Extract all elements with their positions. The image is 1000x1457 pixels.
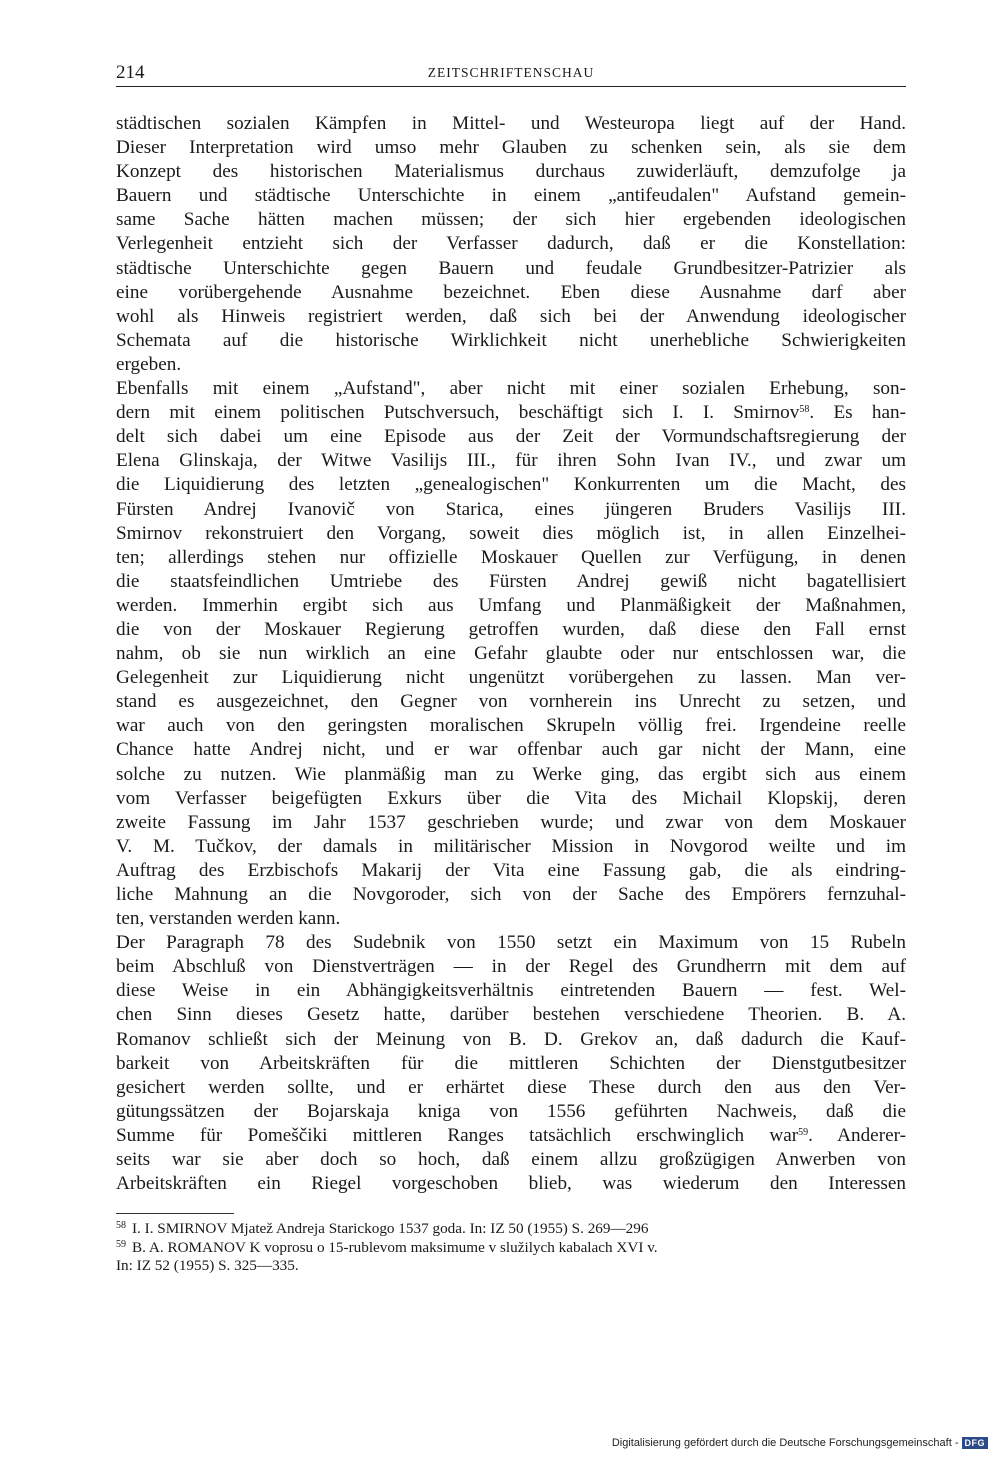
text-line: stand es ausgezeichnet, den Gegner von vornherein ins Unrecht zu setzen, und bbox=[116, 691, 906, 713]
text-line: Elena Glinskaja, der Witwe Vasilijs III., für ihren Sohn Ivan IV., und zwar um bbox=[116, 450, 906, 472]
text-line: Arbeitskräften ein Riegel vorgeschoben blieb, was wiederum den Interessen bbox=[116, 1173, 906, 1195]
text-line: nahm, ob sie nun wirklich an eine Gefahr glaubte oder nur entschlossen war, die bbox=[116, 643, 906, 665]
text-line: Verlegenheit entzieht sich der Verfasser dadurch, daß er die Konstellation: bbox=[116, 233, 906, 255]
text-line: vom Verfasser beigefügten Exkurs über die Vita des Michail Klopskij, deren bbox=[116, 787, 906, 809]
page-number: 214 bbox=[116, 62, 145, 83]
text-line: Romanov schließt sich der Meinung von B. D. Grekov an, daß dadurch die Kauf- bbox=[116, 1028, 906, 1050]
text-line: solche zu nutzen. Wie planmäßig man zu Werke ging, das ergibt sich aus einem bbox=[116, 763, 906, 785]
text-line: Auftrag des Erzbischofs Makarij der Vita eine Fassung gab, die als eindring- bbox=[116, 859, 906, 881]
credit-text: Digitalisierung gefördert durch die Deutsche Forschungsgemeinschaft - bbox=[611, 1437, 959, 1449]
text-line: delt sich dabei um eine Episode aus der Zeit der Vormundschaftsregierung der bbox=[116, 426, 906, 448]
text-line: beim Abschluß von Dienstverträgen — in der Regel des Grundherrn mit dem auf bbox=[116, 956, 906, 978]
text-line-with-footnote-ref bbox=[116, 1124, 906, 1148]
text-line: ten, verstanden werden kann. bbox=[116, 908, 341, 930]
text-line: die von der Moskauer Regierung getroffen wurden, daß diese den Fall ernst bbox=[116, 618, 906, 640]
footnote-divider bbox=[116, 1213, 234, 1214]
text-line: chen Sinn dieses Gesetz hatte, darüber bestehen verschiedene Theorien. B. A. bbox=[116, 1004, 906, 1026]
text-line: same Sache hätten machen müssen; der sich hier ergebenden ideologischen bbox=[116, 209, 906, 231]
text-line: Ebenfalls mit einem „Aufstand", aber nicht mit einer sozialen Erhebung, son- bbox=[116, 378, 906, 400]
footnote-ref: 59 bbox=[798, 1126, 809, 1138]
text-line: Der Paragraph 78 des Sudebnik von 1550 setzt ein Maximum von 15 Rubeln bbox=[116, 932, 906, 954]
text-line-with-footnote-ref bbox=[116, 401, 906, 425]
text-line: die staatsfeindlichen Umtriebe des Fürsten Andrej gewiß nicht bagatellisiert bbox=[116, 570, 906, 592]
footnote-text: I. I. SMIRNOV Mjatež Andreja Starickogo 1537 goda. In: IZ 50 (1955) S. 269—296 bbox=[132, 1220, 649, 1237]
text-segment: . Anderer- bbox=[808, 1124, 906, 1146]
text-line: barkeit von Arbeitskräften für die mittleren Schichten der Dienstgutbesitzer bbox=[116, 1052, 906, 1074]
text-line: Gelegenheit zur Liquidierung nicht ungenützt vorübergehen zu lassen. Man ver- bbox=[116, 667, 906, 689]
text-segment: dern mit einem politischen Putschversuch, beschäftigt sich I. I. Smirnov bbox=[116, 402, 800, 424]
footnote-text: B. A. ROMANOV K voprosu o 15-rublevom maksimume v služilych kabalach XVI v. bbox=[132, 1238, 658, 1256]
text-line: Smirnov rekonstruiert den Vorgang, soweit dies möglich ist, in allen Einzelhei- bbox=[116, 522, 906, 544]
page-header bbox=[116, 62, 906, 87]
text-line: Dieser Interpretation wird umso mehr Glauben zu schenken sein, als sie dem bbox=[116, 137, 906, 159]
text-line: seits war sie aber doch so hoch, daß einem allzu großzügigen Anwerben von bbox=[116, 1149, 906, 1171]
footnote-59 bbox=[116, 1239, 906, 1258]
body-text bbox=[116, 112, 906, 1196]
text-line: ten; allerdings stehen nur offizielle Moskauer Quellen zur Verfügung, in denen bbox=[116, 546, 906, 568]
text-line: war auch von den geringsten moralischen Skrupeln völlig frei. Irgendeine reelle bbox=[116, 715, 906, 737]
text-line: städtischen sozialen Kämpfen in Mittel- und Westeuropa liegt auf der Hand. bbox=[116, 113, 906, 134]
footnote-mark: 58 bbox=[116, 1220, 126, 1231]
text-line: Schemata auf die historische Wirklichkeit nicht unerhebliche Schwierigkeiten bbox=[116, 329, 906, 351]
digitization-credit bbox=[612, 1437, 988, 1449]
text-segment: Summe für Pomeščiki mittleren Ranges tatsächlich erschwinglich war bbox=[116, 1124, 799, 1146]
dfg-logo-icon: DFG bbox=[962, 1437, 989, 1449]
text-line: Chance hatte Andrej nicht, und er war offenbar auch gar nicht der Mann, eine bbox=[116, 739, 906, 761]
text-line: V. M. Tučkov, der damals in militärischer Mission in Novgorod weilte und im bbox=[116, 835, 906, 857]
text-line: die Liquidierung des letzten „genealogischen" Konkurrenten um die Macht, des bbox=[116, 474, 906, 496]
text-line: städtische Unterschichte gegen Bauern und feudale Grundbesitzer-Patrizier als bbox=[116, 257, 906, 279]
text-line: eine vorübergehende Ausnahme bezeichnet. Eben diese Ausnahme darf aber bbox=[116, 281, 906, 303]
text-line: gütungssätzen der Bojarskaja kniga von 1556 geführten Nachweis, daß die bbox=[116, 1100, 906, 1122]
text-line: Bauern und städtische Unterschichte in einem „antifeudalen" Aufstand gemein- bbox=[116, 185, 906, 207]
footnote-ref: 58 bbox=[799, 404, 810, 416]
text-line: zweite Fassung im Jahr 1537 geschrieben wurde; und zwar von dem Moskauer bbox=[116, 811, 906, 833]
text-line: diese Weise in ein Abhängigkeitsverhältnis eintretenden Bauern — fest. Wel- bbox=[116, 980, 906, 1002]
text-line: liche Mahnung an die Novgoroder, sich von der Sache des Empörers fernzuhal- bbox=[116, 884, 906, 905]
text-line: Fürsten Andrej Ivanovič von Starica, eines jüngeren Bruders Vasilijs III. bbox=[116, 498, 906, 520]
text-line: Konzept des historischen Materialismus durchaus zuwiderläuft, demzufolge ja bbox=[116, 161, 906, 183]
text-segment: . Es han- bbox=[809, 402, 906, 424]
text-line: werden. Immerhin ergibt sich aus Umfang und Planmäßigkeit der Maßnahmen, bbox=[116, 594, 906, 616]
footnote-58 bbox=[116, 1220, 906, 1239]
text-line: wohl als Hinweis registriert werden, daß sich bei der Anwendung ideologischer bbox=[116, 305, 906, 327]
footnote-continuation: In: IZ 52 (1955) S. 325—335. bbox=[116, 1257, 299, 1274]
text-line: ergeben. bbox=[116, 353, 182, 375]
text-line: gesichert werden sollte, und er erhärtet diese These durch den aus den Ver- bbox=[116, 1076, 906, 1098]
footnote-mark: 59 bbox=[116, 1238, 126, 1250]
footnotes bbox=[116, 1220, 906, 1276]
running-title: ZEITSCHRIFTENSCHAU bbox=[427, 65, 595, 80]
